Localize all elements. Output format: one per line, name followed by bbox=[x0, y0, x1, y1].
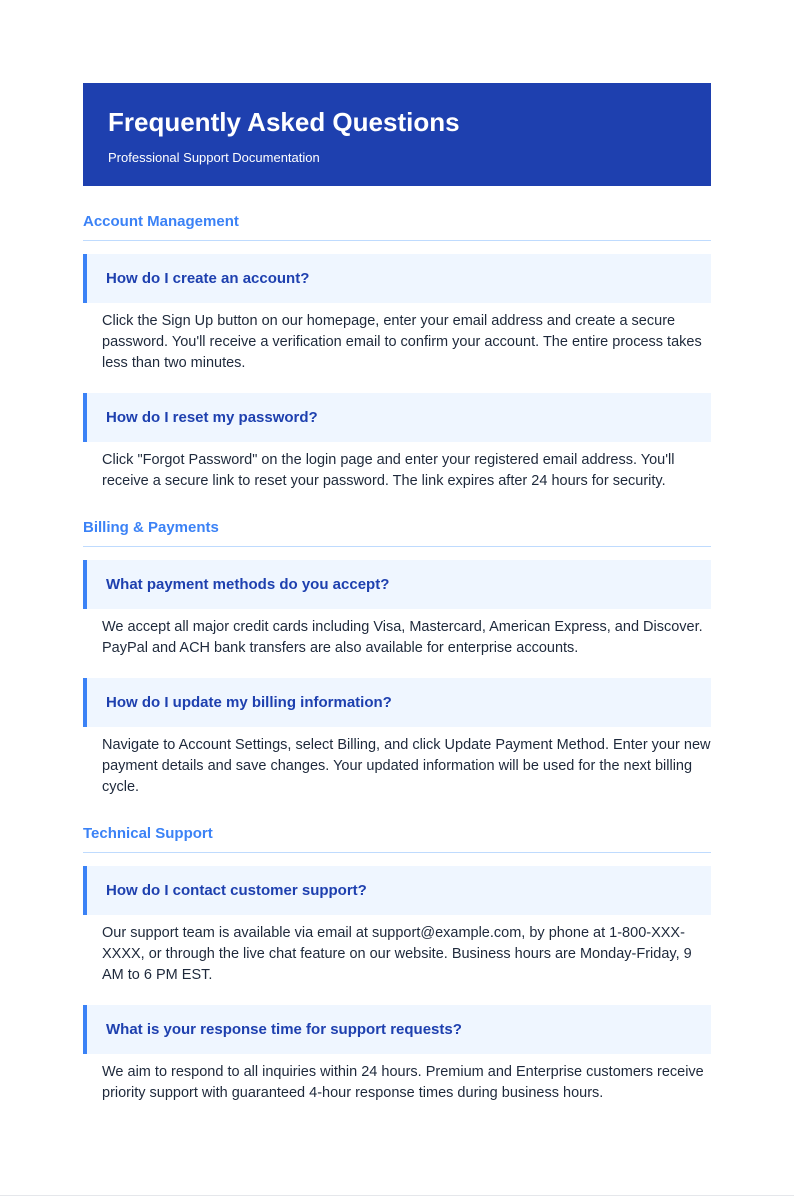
section-technical-support bbox=[83, 824, 711, 1104]
faq-question[interactable]: How do I reset my password? bbox=[83, 393, 711, 442]
faq-item bbox=[83, 560, 711, 659]
faq-item bbox=[83, 1005, 711, 1104]
page-title: Frequently Asked Questions bbox=[108, 107, 460, 137]
faq-document bbox=[83, 83, 711, 1104]
faq-question[interactable]: How do I create an account? bbox=[83, 254, 711, 303]
section-title: Billing & Payments bbox=[83, 518, 711, 547]
faq-item bbox=[83, 393, 711, 492]
faq-item bbox=[83, 866, 711, 986]
faq-answer: We accept all major credit cards including Visa, Mastercard, American Express, and Discover. PayPal and ACH bank transfers are also available for enterprise accounts. bbox=[102, 619, 703, 656]
page-subtitle: Professional Support Documentation bbox=[108, 150, 320, 165]
section-title: Account Management bbox=[83, 212, 711, 241]
faq-answer: Click "Forgot Password" on the login page and enter your registered email address. You'll receive a secure link to reset your password. The link expires after 24 hours for security. bbox=[102, 452, 675, 489]
faq-question[interactable]: What payment methods do you accept? bbox=[83, 560, 711, 609]
faq-item bbox=[83, 678, 711, 798]
faq-answer: Navigate to Account Settings, select Billing, and click Update Payment Method. Enter your new payment details and save changes. Your updated information will be used for the next billing cycle. bbox=[102, 737, 711, 795]
section-account-management bbox=[83, 212, 711, 492]
faq-item bbox=[83, 254, 711, 374]
section-billing-payments bbox=[83, 518, 711, 798]
faq-question[interactable]: How do I contact customer support? bbox=[83, 866, 711, 915]
faq-answer: Click the Sign Up button on our homepage, enter your email address and create a secure password. You'll receive a verification email to confirm your account. The entire process takes less than two minutes. bbox=[102, 313, 702, 371]
page-header bbox=[83, 83, 711, 186]
faq-answer: Our support team is available via email at support@example.com, by phone at 1-800-XXX-XXXX, or through the live chat feature on our website. Business hours are Monday-Friday, 9 AM to 6 PM EST. bbox=[102, 925, 692, 983]
faq-answer: We aim to respond to all inquiries within 24 hours. Premium and Enterprise customers receive priority support with guaranteed 4-hour response times during business hours. bbox=[102, 1064, 704, 1101]
faq-question[interactable]: What is your response time for support requests? bbox=[83, 1005, 711, 1054]
section-title: Technical Support bbox=[83, 824, 711, 853]
faq-question[interactable]: How do I update my billing information? bbox=[83, 678, 711, 727]
